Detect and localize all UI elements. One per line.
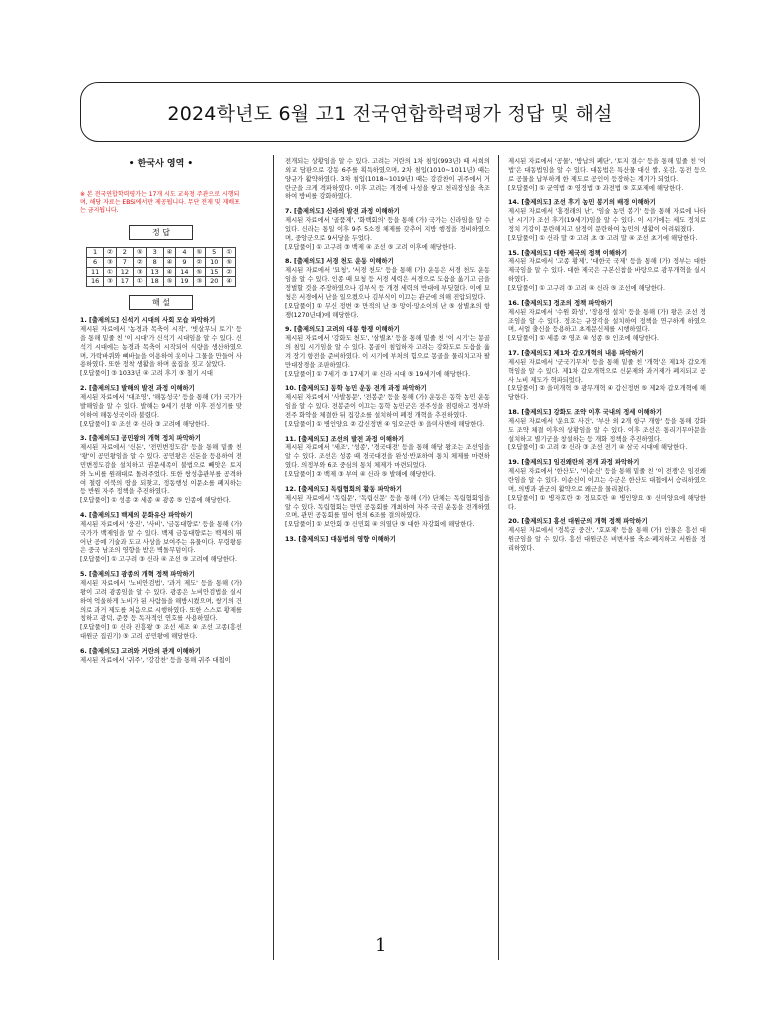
explanation-item [508, 199, 706, 243]
item-body: 전개되는 상황임을 알 수 있다. 고려는 거란의 1차 침입(993년) 때 서희의 외교 담판으로 강동 6주를 획득하였으며, 2차 침입(1010~1011년) 때는 양규가 활약하였다. 3차 침입(1018~1019년) 때는 강감찬이 귀주에서 거란군을 크게 격파하였다. 이후 고려는 개경에 나성을 쌓고 천리장성을 축조하여 방비를 강화하였다. [285, 158, 490, 201]
item-heading: 13. [출제의도] 대동법의 영향 이해하기 [285, 536, 396, 544]
item-heading: 18. [출제의도] 강화도 조약 이후 국내의 정세 이해하기 [508, 409, 662, 417]
answer-table [86, 247, 236, 287]
column-divider [498, 155, 499, 960]
answer-value: ② [133, 257, 146, 267]
wrong-answer-note: [오답풀이] ③ 1033년 ④ 고려 후기 ⑤ 철기 시대 [80, 370, 213, 378]
item-heading: 8. [출제의도] 서경 천도 운동 이해하기 [285, 258, 394, 266]
item-heading: 6. [출제의도] 고려와 거란의 관계 이해하기 [80, 647, 201, 655]
explanation-item [508, 250, 706, 294]
question-number: 17 [116, 277, 133, 287]
answer-value: ① [104, 267, 117, 277]
item-heading: 2. [출제의도] 발해의 발전 과정 이해하기 [80, 385, 195, 393]
answer-value: ③ [104, 257, 117, 267]
question-number: 6 [87, 257, 104, 267]
wrong-answer-note: [오답풀이] ① 7세기 ③ 17세기 ④ 신라 시대 ⑤ 19세기에 해당한다. [285, 370, 471, 378]
question-number: 20 [206, 277, 223, 287]
explanation-item [285, 158, 490, 202]
question-number: 8 [146, 257, 163, 267]
question-number: 1 [87, 247, 104, 257]
wrong-answer-note: [오답풀이] ① 고구려 ③ 고려 ④ 신라 ⑤ 조선에 해당한다. [508, 284, 665, 292]
explanation-item [80, 317, 242, 379]
wrong-answer-note: [오답풀이] ① 세종 ② 영조 ④ 성종 ⑤ 인조에 해당한다. [508, 335, 659, 343]
item-heading: 15. [출제의도] 대한 제국의 정책 이해하기 [508, 249, 628, 257]
item-body: 제시된 자료에서 '한산도', '이순신' 등을 통해 밑줄 친 '이 전쟁'은 임진왜란임을 알 수 있다. 이순신이 이끄는 수군은 한산도 대첩에서 승리하였으며, 의병과 관군의 활약으로 왜군을 물리쳤다. [508, 468, 706, 493]
column-1 [80, 158, 242, 672]
item-body: 제시된 자료에서 '대조영', '해동성국' 등을 통해 (가) 국가가 발해임을 알 수 있다. 발해는 9세기 선왕 이후 전성기를 맞이하여 해동성국이라 불렸다. [80, 393, 242, 419]
answer-value: ⑤ [163, 277, 176, 287]
item-heading: 9. [출제의도] 고려의 대몽 항쟁 이해하기 [285, 326, 400, 334]
answer-value: ⑤ [133, 247, 146, 257]
item-body: 제시된 자료에서 '운요호 사건', '부산 외 2개 항구 개항' 등을 통해 강화도 조약 체결 이후의 상황임을 알 수 있다. 이후 조선은 통리기무아문을 설치하고 별기군을 창설하는 등 개화 정책을 추진하였다. [508, 417, 706, 443]
item-heading: 5. [출제의도] 광종의 개혁 정책 파악하기 [80, 571, 195, 579]
col2-items [285, 158, 490, 545]
explanation-item [508, 300, 706, 344]
answer-row [87, 257, 236, 267]
item-body: 제시된 자료에서 '골품제', '화백회의' 등을 통해 (가) 국가는 신라임을 알 수 있다. 신라는 통일 이후 9주 5소경 체제를 갖추어 지방 행정을 정비하였으며, 중앙군으로 9서당을 두었다. [285, 217, 490, 242]
question-number: 15 [206, 267, 223, 277]
explanation-item [80, 648, 242, 666]
col1-items [80, 317, 242, 665]
answer-value: ⑤ [193, 267, 206, 277]
question-number: 18 [146, 277, 163, 287]
question-number: 2 [116, 247, 133, 257]
item-heading: 1. [출제의도] 신석기 시대의 사회 모습 파악하기 [80, 317, 216, 325]
wrong-answer-note: [오답풀이] ① 성종 ② 세종 ④ 광종 ⑤ 인종에 해당한다. [80, 497, 231, 505]
item-body: 제시된 자료에서 '수원 화성', '장용영 설치' 등을 통해 (가) 왕은 조선 정조임을 알 수 있다. 정조는 규장각을 설치하여 정책을 연구하게 하였으며, 서얼 출신을 등용하고 초계문신제를 시행하였다. [508, 308, 706, 334]
question-number: 13 [146, 267, 163, 277]
answer-value: ④ [223, 277, 236, 287]
col3-items [508, 158, 706, 554]
item-body: 제시된 자료에서 '고종 황제', '대한국 국제' 등을 통해 (가) 정부는 대한 제국임을 알 수 있다. 대한 제국은 구본신참을 바탕으로 광무개혁을 실시하였다. [508, 258, 706, 284]
item-body: 제시된 자료에서 '경복궁 중건', '호포제' 등을 통해 (가) 인물은 흥선 대원군임을 알 수 있다. 흥선 대원군은 비변사를 축소·폐지하고 서원을 정리하였다. [508, 527, 706, 552]
wrong-answer-note: [오답풀이] ① 신라 진흥왕 ③ 조선 세조 ④ 조선 고종(흥선대원군 집권기) ⑤ 고려 공민왕에 해당한다. [80, 624, 242, 641]
item-heading: 3. [출제의도] 공민왕의 개혁 정치 파악하기 [80, 435, 201, 443]
question-number: 3 [146, 247, 163, 257]
item-body: 제시된 자료에서 '독립문', '독립신문' 등을 통해 (가) 단체는 독립협회임을 알 수 있다. 독립협회는 만민 공동회를 개최하여 자주 국권 운동을 전개하였으며, 관민 공동회를 열어 헌의 6조를 결의하였다. [285, 494, 490, 520]
answer-row [87, 277, 236, 287]
wrong-answer-note: [오답풀이] ② 백제 ③ 부여 ④ 신라 ⑤ 발해에 해당한다. [285, 471, 436, 478]
question-number: 19 [176, 277, 193, 287]
question-number: 16 [87, 277, 104, 287]
answer-value: ② [223, 267, 236, 277]
answer-value: ② [104, 247, 117, 257]
item-heading: 14. [출제의도] 조선 후기 농민 봉기의 배경 이해하기 [508, 199, 656, 207]
item-heading: 12. [출제의도] 독립협회의 활동 파악하기 [285, 485, 402, 493]
item-body: 제시된 자료에서 '군국기무처' 등을 통해 밑줄 친 '개혁'은 제1차 갑오개혁임을 알 수 있다. 제1차 갑오개혁으로 신분제와 과거제가 폐지되고 공사 노비 제도가 혁파되었다. [508, 358, 706, 384]
question-number: 14 [176, 267, 193, 277]
wrong-answer-note: [오답풀이] ① 조선 ② 신라 ③ 고려에 해당한다. [80, 420, 210, 428]
explanation-item [285, 258, 490, 320]
column-2 [285, 158, 490, 551]
item-heading: 19. [출제의도] 임진왜란의 전개 과정 파악하기 [508, 459, 640, 467]
item-body: 제시된 자료에서 '사발통문', '전봉준' 등을 통해 (가) 운동은 동학 농민 운동임을 알 수 있다. 전봉준이 이끄는 동학 농민군은 전주성을 점령하고 정부와 전주 화약을 체결한 뒤 집강소를 설치하여 폐정 개혁을 추진하였다. [285, 394, 490, 419]
explanation-item [285, 326, 490, 379]
answer-value: ① [223, 247, 236, 257]
answer-value: ⑤ [193, 247, 206, 257]
wrong-answer-note: [오답풀이] ① 균역법 ② 영정법 ③ 과전법 ⑤ 호포제에 해당한다. [508, 184, 684, 192]
notice-text: ※ 본 전국연합학력평가는 17개 시도 교육청 주관으로 시행되며, 해당 자료는 EBSi에서만 제공됩니다. 무단 전재 및 재배포는 금지됩니다. [80, 190, 240, 214]
item-heading: 20. [출제의도] 흥선 대원군의 개혁 정책 파악하기 [508, 518, 648, 526]
question-number: 4 [176, 247, 193, 257]
item-heading: 17. [출제의도] 제1차 갑오개혁의 내용 파악하기 [508, 350, 644, 358]
item-body: 제시된 자료에서 '홍경래의 난', '임술 농민 봉기' 등을 통해 자료에 나타난 시기가 조선 후기(19세기)임을 알 수 있다. 이 시기에는 세도 정치로 정치 기강이 문란해지고 삼정이 문란하여 농민의 생활이 어려워졌다. [508, 208, 706, 233]
answer-value: ④ [163, 247, 176, 257]
explanation-item [508, 350, 706, 403]
item-body: 제시된 자료에서 '공물', '방납의 폐단', '토지 결수' 등을 통해 밑줄 친 '이 법'은 대동법임을 알 수 있다. 대동법은 특산물 대신 쌀, 옷감, 동전 등으로 공물을 납부하게 한 제도로 공인이 등장하는 계기가 되었다. [508, 158, 706, 183]
answer-row [87, 267, 236, 277]
page-title: 2024학년도 6월 고1 전국연합학력평가 정답 및 해설 [167, 102, 613, 125]
answer-row [87, 247, 236, 257]
wrong-answer-note: [오답풀이] ① 무신 정변 ② 만적의 난 ③ 망이·망소이의 난 ⑤ 삼별초의 항쟁(1270년대)에 해당한다. [285, 302, 490, 319]
explanation-item [80, 435, 242, 506]
question-number: 7 [116, 257, 133, 267]
explanation-item [508, 409, 706, 453]
item-body: 제시된 자료에서 '귀주', '강감찬' 등을 통해 귀주 대첩이 [80, 656, 231, 664]
wrong-answer-note: [오답풀이] ① 병인양요 ② 갑신정변 ④ 임오군란 ⑤ 을미사변에 해당한다. [285, 420, 485, 428]
wrong-answer-note: [오답풀이] ① 병자호란 ② 정묘호란 ④ 병인양요 ⑤ 신미양요에 해당한다. [508, 494, 706, 511]
item-body: 제시된 자료에서 '신돈', '전민변정도감' 등을 통해 밑줄 친 '왕'이 공민왕임을 알 수 있다. 공민왕은 신돈을 등용하여 전민변정도감을 설치하고 권문세족이 불법으로 빼앗은 토지와 노비를 원래대로 돌려주었다. 또한 쌍성총관부를 공격하여 철령 이북의 땅을 되찾고, 정동행성 이문소를 폐지하는 등 반원 자주 정책을 추진하였다. [80, 444, 242, 496]
wrong-answer-note: [오답풀이] ① 보안회 ③ 신민회 ④ 의열단 ⑤ 대한 자강회에 해당한다. [285, 521, 475, 529]
explanation-item [80, 571, 242, 642]
question-number: 11 [87, 267, 104, 277]
answer-value: ④ [163, 267, 176, 277]
item-body: 제시된 자료에서 '웅진', '사비', '금동대향로' 등을 통해 (가) 국가가 백제임을 알 수 있다. 백제 금동대향로는 백제의 뛰어난 공예 기술과 도교 사상을 보여주는 유물이다. 무령왕릉은 중국 남조의 영향을 받은 벽돌무덤이다. [80, 520, 242, 555]
wrong-answer-note: [오답풀이] ① 신라 말 ② 고려 초 ③ 고려 말 ④ 조선 초기에 해당한다. [508, 234, 698, 242]
column-3 [508, 158, 706, 560]
answer-value: ① [133, 277, 146, 287]
item-body: 제시된 자료에서 '농경과 목축이 시작', '빗살무늬 토기' 등을 통해 밑줄 친 '이 시대'가 신석기 시대임을 알 수 있다. 신석기 시대에는 농경과 목축이 시작되어 식량을 생산하였으며, 가락바퀴와 뼈바늘을 이용하여 옷이나 그물을 만들어 사용하였다. 또한 정착 생활을 하며 움집을 짓고 살았다. [80, 326, 242, 369]
question-number: 9 [176, 257, 193, 267]
explanation-item [285, 486, 490, 530]
explanation-item [285, 208, 490, 252]
item-heading: 11. [출제의도] 조선의 발전 과정 이해하기 [285, 435, 405, 443]
explanation-item [508, 158, 706, 193]
explanation-item [508, 459, 706, 512]
wrong-answer-note: [오답풀이] ① 고구려 ③ 백제 ④ 조선 ⑤ 고려 이후에 해당한다. [285, 243, 457, 251]
wrong-answer-note: [오답풀이] ① 고구려 ③ 신라 ④ 조선 ⑤ 고려에 해당한다. [80, 556, 237, 564]
item-body: 제시된 자료에서 '노비안검법', '과거 제도' 등을 통해 (가) 왕이 고려 광종임을 알 수 있다. 광종은 노비안검법을 실시하여 억울하게 노비가 된 사람들을 해방시켰으며, 쌍기의 건의로 과거 제도를 처음으로 시행하였다. 또한 스스로 황제를 칭하고 광덕, 준풍 등 독자적인 연호를 사용하였다. [80, 580, 242, 623]
item-body: 제시된 자료에서 '묘청', '서경 천도' 등을 통해 (가) 운동은 서경 천도 운동임을 알 수 있다. 인종 때 묘청 등 서경 세력은 서경으로 도읍을 옮기고 금을 정벌할 것을 주장하였으나 김부식 등 개경 세력의 반대에 부딪혔다. 이에 묘청은 서경에서 난을 일으켰으나 김부식이 이끄는 관군에 의해 진압되었다. [285, 267, 490, 301]
item-heading: 16. [출제의도] 정조의 정책 파악하기 [508, 299, 613, 307]
item-heading: 4. [출제의도] 백제의 문화유산 파악하기 [80, 512, 193, 520]
item-heading: 7. [출제의도] 신라의 발전 과정 이해하기 [285, 208, 400, 216]
title-box [80, 82, 700, 142]
question-number: 5 [206, 247, 223, 257]
question-number: 10 [206, 257, 223, 267]
answer-value: ③ [104, 277, 117, 287]
explanation-item [80, 385, 242, 429]
item-body: 제시된 자료에서 '세조', '성종', '경국대전' 등을 통해 해당 왕조는 조선임을 알 수 있다. 조선은 성종 때 경국대전을 완성·반포하여 통치 체제를 마련하였다. 의정부와 6조 중심의 통치 체제가 마련되었다. [285, 444, 490, 470]
explanation-item [285, 385, 490, 429]
explanation-item [508, 518, 706, 553]
explanation-item [285, 536, 490, 545]
answer-value: ② [193, 257, 206, 267]
explanation-item [285, 436, 490, 480]
wrong-answer-note: [오답풀이] ② 을미개혁 ③ 광무개혁 ④ 갑신정변 ⑤ 제2차 갑오개혁에 해당한다. [508, 385, 706, 402]
section-title: • 한국사 영역 • [128, 159, 194, 169]
explanation-label: 해 설 [129, 295, 193, 310]
item-heading: 10. [출제의도] 동학 농민 운동 전개 과정 파악하기 [285, 385, 427, 393]
question-number: 12 [116, 267, 133, 277]
answer-label: 정 답 [129, 225, 193, 240]
wrong-answer-note: [오답풀이] ① 고려 ② 신라 ③ 조선 전기 ④ 삼국 시대에 해당한다. [508, 444, 688, 452]
explanation-item [80, 512, 242, 565]
answer-value: ⑤ [223, 257, 236, 267]
item-body: 제시된 자료에서 '강화도 천도', '삼별초' 등을 통해 밑줄 친 '이 시기'는 몽골의 침입 시기임을 알 수 있다. 몽골이 침입하자 고려는 강화도로 도읍을 옮겨 장기 항전을 준비하였다. 이 시기에 부처의 힘으로 몽골을 물리치고자 팔만대장경을 조판하였다. [285, 335, 490, 369]
answer-value: ③ [133, 267, 146, 277]
column-divider [273, 155, 274, 960]
answer-value: ④ [163, 257, 176, 267]
page-number: 1 [375, 935, 387, 956]
answer-value: ③ [193, 277, 206, 287]
